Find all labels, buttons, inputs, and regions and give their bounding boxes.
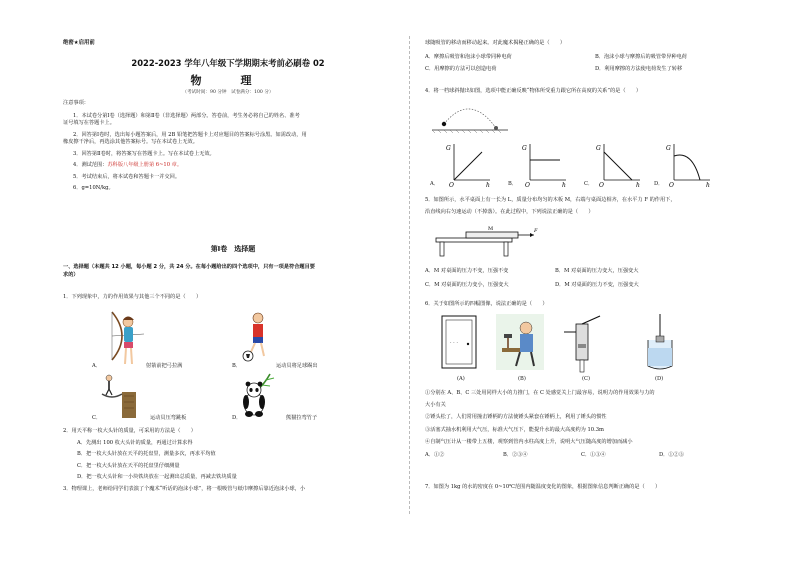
diving-board-illustration bbox=[100, 374, 140, 420]
q3-option-d: D．利用摩擦的方法使电荷发生了转移 bbox=[595, 66, 683, 73]
q4-graph-b bbox=[520, 140, 568, 188]
q6-statement-2: ②锤头松了，人们常用撞击锤柄的方法使锤头紧套在锤柄上，利用了锤头的惯性 bbox=[425, 414, 607, 421]
q5-block bbox=[425, 197, 775, 216]
q1-stem: 1．下列现象中，力的作用效果与其他三个不同的是（ ） bbox=[63, 294, 202, 300]
q4-option-d: D． bbox=[654, 181, 664, 187]
q4-d-axis-g: G bbox=[666, 145, 671, 152]
q4-b-axis-g: G bbox=[522, 145, 527, 152]
q4-option-c: C． bbox=[584, 181, 594, 187]
q6-label-a: (A) bbox=[457, 376, 465, 382]
column-separator bbox=[409, 36, 410, 514]
q4-a-axis-h: h bbox=[486, 182, 490, 188]
q5-options-row2 bbox=[425, 282, 775, 290]
section-title: 第Ⅰ卷 选择题 bbox=[210, 245, 256, 253]
note-2b: 橡皮擦干净后，再选涂其他答案标号。写在本试卷上无效。 bbox=[63, 139, 198, 146]
q6-statement-3: ③活塞式抽水机利用大气压，标准大气压下，能提升水的最大高度约为 10.3m bbox=[425, 426, 604, 433]
exam-title: 2022-2023 学年八年级下学期期末考前必刷卷 02 bbox=[131, 58, 325, 68]
q2-option-d: D．把一枚大头针和一小块铁块放在一起测出总质量，再减去铁块质量 bbox=[77, 474, 237, 481]
note-5: 5．考试结束后，将本试卷和答题卡一并交回。 bbox=[73, 173, 181, 180]
note-2a: 2．回答第Ⅰ卷时，选出每小题答案后，用 2B 铅笔把答题卡上对应题目的答案标号涂黑。如需改动，用 bbox=[73, 131, 307, 138]
notes-block bbox=[63, 100, 403, 193]
note-4 bbox=[63, 162, 403, 170]
exam-meta: （考试时间：90 分钟 试卷满分：100 分） bbox=[182, 90, 274, 95]
q3-option-c: C．用摩擦的方法可以创造电荷 bbox=[425, 66, 497, 73]
q1-option-c: C． bbox=[92, 415, 102, 421]
q4-option-a: A． bbox=[430, 181, 439, 187]
ball-trajectory-figure bbox=[430, 98, 510, 134]
section-intro-1: 一、选择题（本题共 12 小题，每小题 2 分，共 24 分。在每小题给出的四个选项中，只有一项是符合题目要 bbox=[63, 264, 315, 270]
q4-b-axis-h: h bbox=[562, 182, 566, 188]
q3-stem-2: 球随吸管的移动而移动起来。对此魔术揭秘正确的是（ ） bbox=[425, 40, 566, 46]
q4-graph-a bbox=[444, 140, 492, 188]
q6-option-b: B．②③④ bbox=[503, 451, 528, 458]
q1-option-d: D． bbox=[232, 415, 242, 421]
q3-options-row2 bbox=[425, 66, 770, 74]
q6-label-d: (D) bbox=[655, 376, 664, 382]
note-1a: 1．本试卷分第Ⅰ卷（选择题）和第Ⅱ卷（非选择题）两部分。答卷前，考生务必将自己的姓名、准考 bbox=[73, 112, 300, 119]
q1-caption-d: 熊猫拉弯竹子 bbox=[286, 415, 318, 421]
panda-bamboo-illustration bbox=[240, 372, 280, 418]
q6-stem: 6．关于如图所示的四幅图像，说法正确的是（ ） bbox=[425, 301, 548, 307]
q2-option-c: C．把一枚大头针放在天平的托盘里仔细测量 bbox=[77, 462, 180, 469]
note-4-range: 苏科版八年级上册第 6~10 章。 bbox=[107, 162, 183, 169]
q5-label-f: F bbox=[534, 228, 538, 234]
q5-stem-1: 5．如图所示，水平桌面上有一长为 L，质量分布均匀的木板 M，右端与桌面边相齐，在水平力 F 的作用下， bbox=[425, 197, 676, 203]
note-4-prefix: 4．测试范围： bbox=[73, 162, 108, 169]
svg-text:· · ·: · · · bbox=[450, 340, 458, 346]
q1-option-a: A． bbox=[92, 363, 101, 369]
barometer-figure bbox=[640, 314, 680, 374]
archer-illustration bbox=[104, 308, 148, 366]
subject-title: 物 理 bbox=[190, 74, 266, 87]
q5-stem-2: 沿直线向右匀速运动（不掉落）。在此过程中，下列说法正确的是（ ） bbox=[425, 208, 594, 215]
soccer-player-illustration bbox=[240, 310, 274, 362]
q6-option-d: D．①②③ bbox=[659, 451, 684, 458]
q3-stem-1: 3．物理课上，老师给同学们表演了个魔术“听话的泡沫小球”，将一根吸管与纸巾摩擦后靠近泡沫小球，小 bbox=[63, 485, 306, 492]
note-6: 6．g=10N/kg。 bbox=[73, 185, 114, 192]
q6-statement-1a: ①分别在 A、B、C 三处用同样大小的力推门，在 C 处感觉关上门最容易，说明力的作用效果与力的 bbox=[425, 390, 655, 396]
q1-caption-b: 运动员将足球踢出 bbox=[276, 363, 318, 369]
q5-options bbox=[425, 268, 775, 289]
q5-label-m: M bbox=[488, 226, 494, 232]
q6-label-c: (C) bbox=[582, 376, 591, 382]
section-intro-2: 求的） bbox=[63, 271, 79, 278]
q6-statement-4: ④自制气压计从一楼带上五楼，观察到管内水柱高度上升，说明大气压随高度的增加而减小 bbox=[425, 439, 633, 446]
notes-heading: 注意事项： bbox=[63, 100, 89, 106]
q6-label-b: (B) bbox=[518, 376, 526, 382]
q3-options-row1 bbox=[425, 54, 770, 62]
note-1b: 证号填写在答题卡上。 bbox=[63, 120, 115, 127]
q6-option-a: A．①② bbox=[425, 451, 445, 458]
q5-option-c: C．M 对桌面的压力变小，压强变大 bbox=[425, 281, 509, 288]
q4-stem: 4．将一档球斜抛出如图，选项中能正确反映“物体所受重力跟它所在高度的关系”的是（ ） bbox=[425, 88, 642, 94]
hammer-figure bbox=[496, 314, 544, 374]
q4-graph-d bbox=[664, 140, 712, 188]
q4-d-axis-h: h bbox=[706, 182, 710, 188]
q3-option-b: B．泡沫小球与摩擦后的吸管带异种电荷 bbox=[595, 53, 687, 60]
q4-c-origin: O bbox=[599, 182, 604, 188]
q5-table-board-figure bbox=[430, 224, 540, 260]
q1-option-b: B． bbox=[232, 363, 241, 369]
q4-c-axis-h: h bbox=[636, 182, 640, 188]
q2-option-b: B．把一枚大头针放在天平的托盘里，测量多次，再求平均值 bbox=[77, 451, 216, 458]
q4-b-origin: O bbox=[525, 182, 530, 188]
q4-d-origin: O bbox=[669, 182, 674, 188]
q6-statements bbox=[425, 390, 777, 459]
q4-a-origin: O bbox=[449, 182, 454, 188]
q4-graph-c bbox=[594, 140, 642, 188]
secret-label: 绝密★启用前 bbox=[63, 40, 95, 46]
q6-option-c: C．①③④ bbox=[581, 451, 606, 458]
q2-block bbox=[63, 428, 408, 493]
q1-caption-c: 运动员压弯跳板 bbox=[150, 415, 187, 421]
door-figure bbox=[440, 314, 480, 374]
q4-option-b: B． bbox=[508, 181, 517, 187]
q1-caption-a: 射箭前把弓拉满 bbox=[146, 363, 183, 369]
q5-option-b: B．M 对桌面的压力变大，压强变大 bbox=[555, 268, 639, 274]
q2-option-a: A．先测出 100 枚大头针的质量，再通过计算求得 bbox=[77, 439, 193, 446]
q4-a-axis-g: G bbox=[446, 145, 451, 152]
q3-option-a: A．摩擦后吸管和泡沫小球带同种电荷 bbox=[425, 53, 512, 60]
q6-options-row bbox=[425, 452, 777, 460]
q7-stem: 7．如图为 1kg 的水的密度在 0~10℃范围内随温度变化的图象，根据图象信息判断正确的是（ ） bbox=[425, 484, 661, 490]
q4-c-axis-g: G bbox=[596, 145, 601, 152]
q5-option-d: D．M 对桌面的压力不变，压强变大 bbox=[555, 281, 639, 288]
q5-options-row1 bbox=[425, 268, 775, 276]
q5-option-a: A．M 对桌面的压力不变，压强不变 bbox=[425, 268, 509, 274]
q3-block bbox=[425, 40, 770, 74]
water-pump-figure bbox=[560, 314, 604, 374]
q2-stem: 2．用天平称一枚大头针的质量，可采用的方法是（ ） bbox=[63, 428, 196, 434]
q6-statement-1b: 大小有关 bbox=[425, 401, 446, 408]
note-3: 3．回答第Ⅱ卷时，将答案写在答题卡上。写在本试卷上无效。 bbox=[73, 150, 215, 157]
section-intro bbox=[63, 264, 403, 279]
